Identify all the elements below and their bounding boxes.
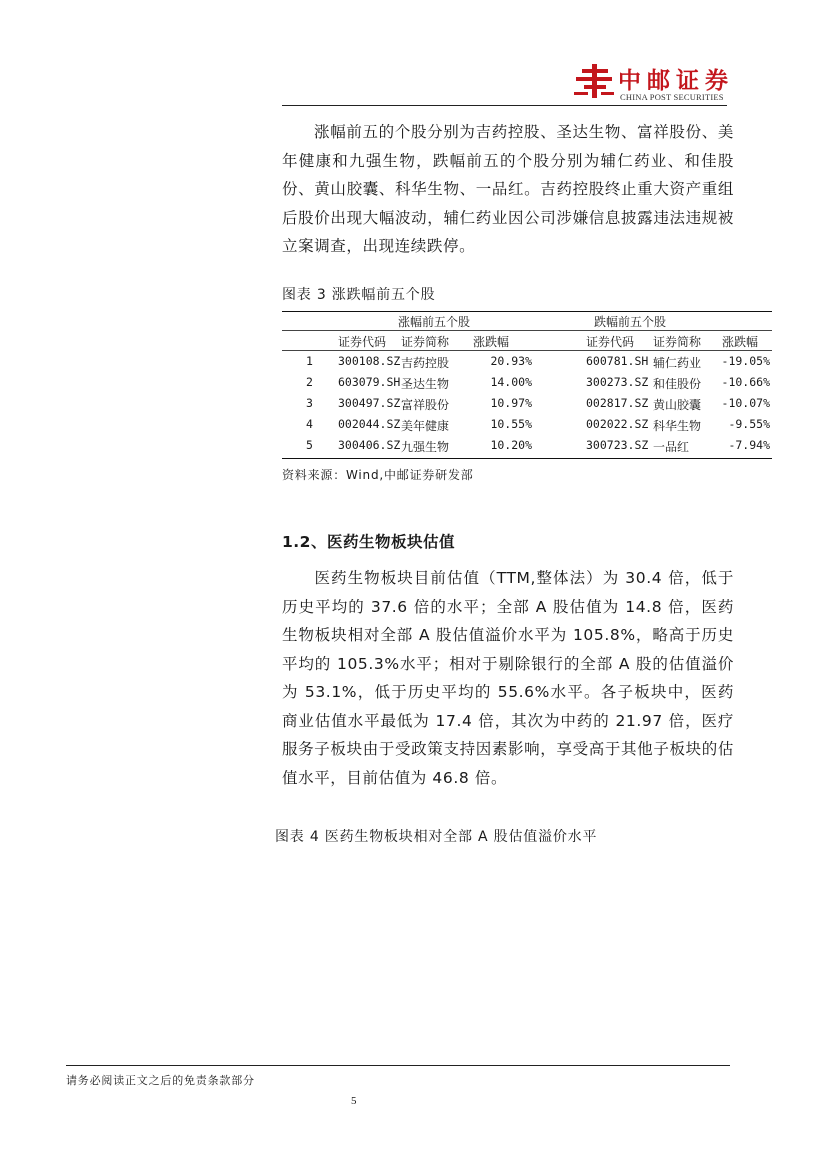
loser-name-cell: 黄山胶囊 xyxy=(653,398,702,412)
column-header-name-gainers: 证券简称 xyxy=(401,335,450,349)
rank-cell: 3 xyxy=(306,396,313,410)
loser-change-cell: -9.55% xyxy=(728,417,770,431)
figure-4-caption: 图表 4 医药生物板块相对全部 A 股估值溢价水平 xyxy=(275,829,598,845)
rank-cell: 4 xyxy=(306,417,313,431)
column-header-change-losers: 涨跌幅 xyxy=(722,335,759,349)
loser-code-cell: 002022.SZ xyxy=(586,417,649,431)
gainer-name-cell: 富祥股份 xyxy=(401,398,450,412)
loser-code-cell: 600781.SH xyxy=(586,354,649,368)
group-header-losers: 跌幅前五个股 xyxy=(594,315,667,329)
table-row xyxy=(282,438,772,459)
column-header-code-losers: 证券代码 xyxy=(586,335,635,349)
column-header-name-losers: 证券简称 xyxy=(653,335,702,349)
body-paragraph-2 xyxy=(282,564,734,792)
gainer-name-cell: 圣达生物 xyxy=(401,377,450,391)
body-paragraph-1 xyxy=(282,118,734,261)
group-header-gainers: 涨幅前五个股 xyxy=(398,315,471,329)
footer-divider xyxy=(66,1065,730,1066)
china-post-logo-icon xyxy=(574,64,614,98)
gainer-change-cell: 10.55% xyxy=(490,417,532,431)
table-row xyxy=(282,375,772,396)
gainer-change-cell: 20.93% xyxy=(490,354,532,368)
loser-name-cell: 辅仁药业 xyxy=(653,356,702,370)
figure-3-source: 资料来源：Wind,中邮证券研发部 xyxy=(282,468,474,482)
paragraph-1-text: 涨幅前五的个股分别为吉药控股、圣达生物、富祥股份、美年健康和九强生物，跌幅前五的个股分别为辅仁药业、和佳股份、黄山胶囊、科华生物、一品红。吉药控股终止重大资产重组后股价出现大幅波动，辅仁药业因公司涉嫌信息披露违法违规被立案调查，出现连续跌停。 xyxy=(282,123,734,255)
gainer-name-cell: 吉药控股 xyxy=(401,356,450,370)
loser-code-cell: 300723.SZ xyxy=(586,438,649,452)
figure-3-caption: 图表 3 涨跌幅前五个股 xyxy=(282,287,436,303)
gainer-code-cell: 300497.SZ xyxy=(338,396,401,410)
column-header-code-gainers: 证券代码 xyxy=(338,335,387,349)
table-group-rule xyxy=(282,330,772,331)
table-row xyxy=(282,417,772,438)
loser-change-cell: -19.05% xyxy=(721,354,770,368)
table-header-rule xyxy=(282,350,772,351)
rank-cell: 1 xyxy=(306,354,313,368)
table-row xyxy=(282,396,772,417)
gainer-code-cell: 002044.SZ xyxy=(338,417,401,431)
loser-name-cell: 科华生物 xyxy=(653,419,702,433)
loser-change-cell: -10.07% xyxy=(721,396,770,410)
loser-code-cell: 300273.SZ xyxy=(586,375,649,389)
header-divider xyxy=(282,105,727,106)
loser-name-cell: 一品红 xyxy=(653,440,690,454)
gainer-code-cell: 300108.SZ xyxy=(338,354,401,368)
page-number: 5 xyxy=(351,1095,357,1107)
loser-name-cell: 和佳股份 xyxy=(653,377,702,391)
gainer-code-cell: 300406.SZ xyxy=(338,438,401,452)
loser-code-cell: 002817.SZ xyxy=(586,396,649,410)
paragraph-2-text: 医药生物板块目前估值（TTM,整体法）为 30.4 倍，低于历史平均的 37.6 倍的水平；全部 A 股估值为 14.8 倍，医药生物板块相对全部 A 股估值溢价水平为 105.8%，略高于历史平均的 105.3%水平；相对于剔除银行的全部 A 股的估值溢价为 53.1%，低于历史平均的 55.6%水平。各子板块中，医药商业估值水平最低为 17.4 倍，其次为中药的 21.97 倍，医疗服务子板块由于受政策支持因素影响，享受高于其他子板块的估值水平，目前估值为 46.8 倍。 xyxy=(282,569,734,787)
brand-name-cn: 中邮证券 xyxy=(618,67,734,94)
section-heading: 1.2、医药生物板块估值 xyxy=(282,533,455,551)
gainer-change-cell: 10.20% xyxy=(490,438,532,452)
gainer-code-cell: 603079.SH xyxy=(338,375,401,389)
rank-cell: 2 xyxy=(306,375,313,389)
brand-name-en: CHINA POST SECURITIES xyxy=(620,92,724,102)
rank-cell: 5 xyxy=(306,438,313,452)
loser-change-cell: -10.66% xyxy=(721,375,770,389)
footer-disclaimer: 请务必阅读正文之后的免责条款部分 xyxy=(66,1074,255,1087)
table-row xyxy=(282,354,772,375)
table-top-rule xyxy=(282,311,772,312)
table-bottom-rule xyxy=(282,458,772,459)
gainer-change-cell: 14.00% xyxy=(490,375,532,389)
loser-change-cell: -7.94% xyxy=(728,438,770,452)
gainer-name-cell: 九强生物 xyxy=(401,440,450,454)
gainer-change-cell: 10.97% xyxy=(490,396,532,410)
gainer-name-cell: 美年健康 xyxy=(401,419,450,433)
column-header-change-gainers: 涨跌幅 xyxy=(473,335,510,349)
